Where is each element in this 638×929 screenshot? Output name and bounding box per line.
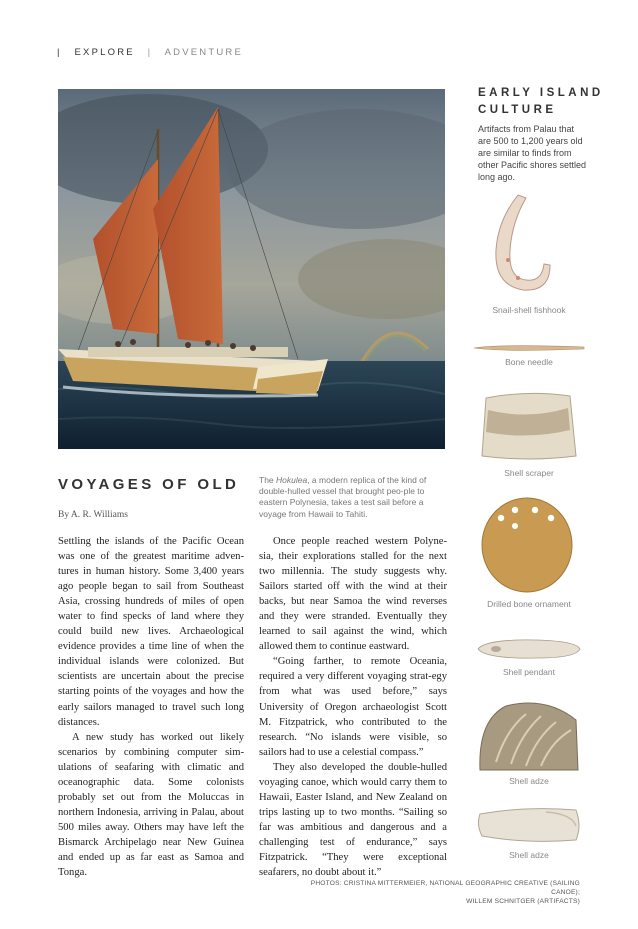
artifact-label: Shell adze [509, 776, 549, 786]
sidebar-description: Artifacts from Palau that are 500 to 1,200 years old are similar to finds from other Pacific shores settled long ago. [478, 124, 587, 182]
article-title: VOYAGES OF OLD [58, 476, 240, 493]
shell-pendant-image [476, 637, 582, 665]
shell-adze-image [476, 700, 580, 776]
header-divider: | [57, 47, 62, 58]
paragraph: Settling the islands of the Pacific Ocean was one of the greatest maritime adven-tures in human history. Some 3,400 years ago people began to sail from Southeast Asia, crossing hundreds of miles of open water to find specks of land where they could build new lives. Archaeological evidence provides a time line of when the individual islands were colonized. But scientists are uncertain about the precise starting points of the voyages and how the early sailors managed to travel such long distances. [58, 536, 244, 728]
paragraph: They also developed the double-hulled voyaging canoe, which would carry them to Hawaii, Easter Island, and New Zealand on trips lasting up to two months. “Sailing so far was ambitious and dangerous and a challenging test of endurance,” says Fitzpatrick. “They were exceptional seafarers, no doubt about it.” [259, 761, 447, 879]
subsection-label: ADVENTURE [164, 47, 244, 58]
artifact-label: Shell pendant [503, 667, 555, 677]
section-label: EXPLORE [74, 47, 135, 58]
shell-adze-image [476, 804, 582, 850]
shell-scraper-image [478, 390, 578, 466]
header-divider: | [147, 47, 153, 58]
photo-caption [259, 475, 449, 520]
fishhook-image [488, 190, 558, 304]
caption-vessel-name: Hokulea [276, 475, 308, 485]
artifact-label: Shell adze [509, 850, 549, 860]
credit-line: PHOTOS: CRISTINA MITTERMEIER, NATIONAL GEOGRAPHIC CREATIVE (SAILING CANOE); [310, 880, 580, 896]
artifact-label: Drilled bone ornament [487, 599, 571, 609]
paragraph: Once people reached western Polyne-sia, their explorations stalled for the next two millennia. The study suggests why. Sailors started off with the wind at their backs, but near Samoa the wind reverses and they were stranded. Eventually they learned to sail against the wind, which allowed them to continue eastward. [259, 536, 447, 653]
paragraph: “Going farther, to remote Oceania, required a very different voyaging strat-egy from what was used before,” says University of Oregon archaeologist Scott M. Fitzpatrick, who contributed to the research. “No islands were visible, so sailors had to use a celestial compass.” [259, 656, 447, 758]
paragraph: A new study has worked out likely scenarios by combining computer sim-ulations of seafaring with climatic and oceanographic data. Some colonists probably set out from the Moluccas in northern Indonesia, arriving in Palau, about 500 miles away. Others may have left the Bismarck Archipelago near New Guinea and ended up as far east as Samoa and Tonga. [58, 731, 244, 879]
bone-needle-image [472, 339, 587, 358]
artifact-label: Snail-shell fishhook [492, 305, 566, 315]
photo-credit [290, 879, 580, 906]
caption-prefix: The [259, 475, 277, 485]
artifact-label: Bone needle [505, 357, 553, 367]
section-header [57, 47, 243, 58]
body-column-2 [259, 534, 447, 880]
sidebar-title-line: EARLY ISLAND [478, 87, 604, 99]
bone-ornament-image [479, 496, 575, 598]
byline: By A. R. Williams [58, 510, 128, 520]
sidebar-title-line: CULTURE [478, 104, 557, 116]
body-column-1 [58, 534, 244, 880]
artifact-label: Shell scraper [504, 468, 554, 478]
sailing-canoe-photo [58, 89, 445, 449]
caption-text: , a modern replica of the kind of double-hulled vessel that brought peo-ple to eastern Polynesia, takes a test sail before a voyage from Hawaii to Tahiti. [259, 475, 427, 519]
credit-line: WILLEM SCHNITGER (ARTIFACTS) [466, 898, 580, 905]
sidebar-title [478, 85, 608, 119]
